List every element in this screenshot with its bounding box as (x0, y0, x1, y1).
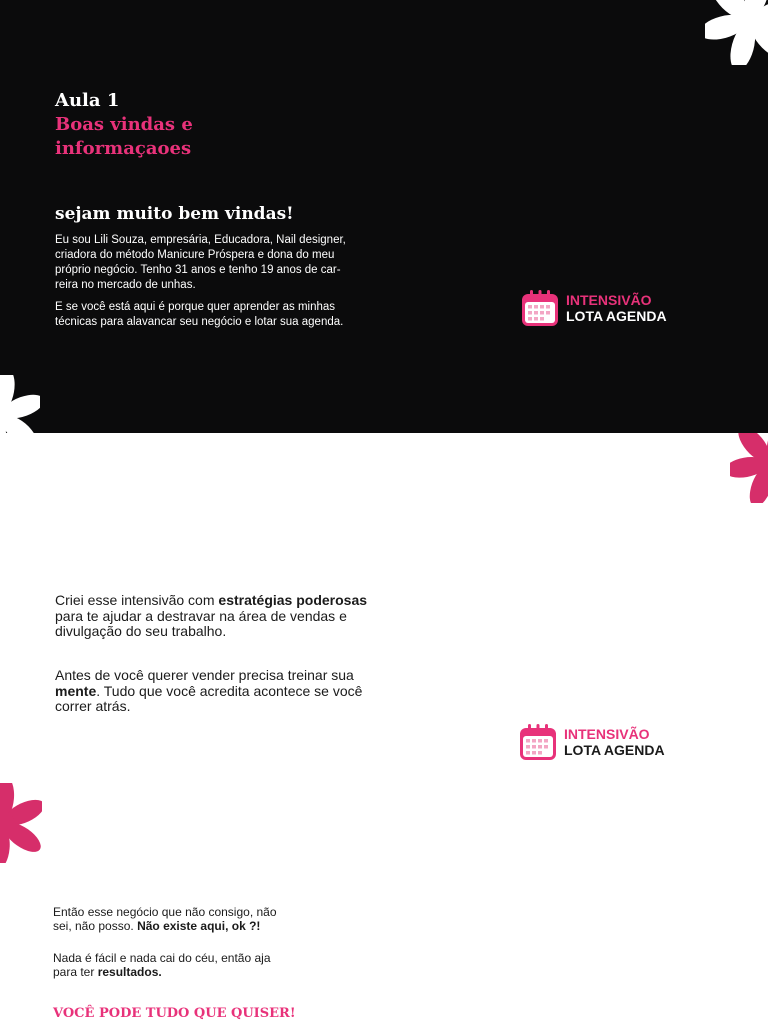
flower-decoration-icon (705, 0, 768, 65)
brand-logo (518, 722, 665, 762)
text-line: correr atrás. (55, 698, 131, 714)
text-line: E se você está aqui é porque quer aprender as minhas (55, 301, 336, 313)
text-line: Antes de você querer vender precisa treinar sua (55, 667, 354, 683)
emphasis-text: resultados. (97, 965, 162, 979)
strategy-paragraph (55, 593, 405, 640)
calendar-icon (518, 722, 558, 762)
emphasis-text: estratégias poderosas (218, 592, 368, 608)
text-line: Nada é fácil e nada cai do céu, então aja (53, 951, 271, 965)
text-line: Eu sou Lili Souza, empresária, Educadora, Nail designer, (55, 234, 346, 246)
logo-line-1: INTENSIVÃO (564, 726, 650, 742)
purpose-paragraph (55, 300, 395, 330)
text-segment: sei, não posso. (53, 919, 138, 933)
emphasis-text: Não existe aqui, ok ?! (137, 919, 261, 933)
emphasis-text: mente (55, 682, 97, 699)
text-line: próprio negócio. Tenho 31 anos e tenho 19 anos de car- (55, 264, 341, 276)
no-excuses-paragraph (53, 905, 333, 933)
closing-slogan: VOCÊ PODE TUDO QUE QUISER! (53, 1006, 296, 1021)
logo-wordmark (566, 292, 667, 324)
flower-decoration-icon (0, 783, 42, 863)
lesson-title-line: informaçaoes (55, 138, 192, 159)
lesson-number: Aula 1 (55, 90, 120, 111)
lesson-title-line: Boas vindas e (55, 114, 193, 135)
results-paragraph (53, 951, 333, 979)
flower-decoration-icon (730, 433, 768, 503)
text-line: criadora do método Manicure Próspera e dona do meu (55, 249, 335, 261)
mindset-paragraph (55, 668, 405, 715)
text-line: divulgação do seu trabalho. (55, 623, 227, 639)
welcome-heading: sejam muito bem vindas! (55, 204, 294, 224)
text-line: técnicas para alavancar seu negócio e lotar sua agenda. (55, 316, 344, 328)
text-segment: Criei esse intensivão com (55, 592, 219, 608)
lesson-title (55, 113, 275, 161)
text-line: Então esse negócio que não consigo, não (53, 905, 277, 919)
logo-line-2: LOTA AGENDA (566, 308, 667, 324)
logo-line-2: LOTA AGENDA (564, 742, 665, 758)
logo-wordmark (564, 726, 665, 758)
logo-line-1: INTENSIVÃO (566, 292, 652, 308)
text-segment: para ter (53, 965, 98, 979)
intro-paragraph (55, 233, 395, 293)
text-line: reira no mercado de unhas. (55, 279, 196, 291)
flower-decoration-icon (0, 375, 40, 433)
brand-logo (520, 288, 667, 328)
text-line: para te ajudar a destravar na área de vendas e (55, 607, 347, 624)
calendar-icon (520, 288, 560, 328)
text-segment: . Tudo que você acredita acontece se você (96, 682, 363, 699)
